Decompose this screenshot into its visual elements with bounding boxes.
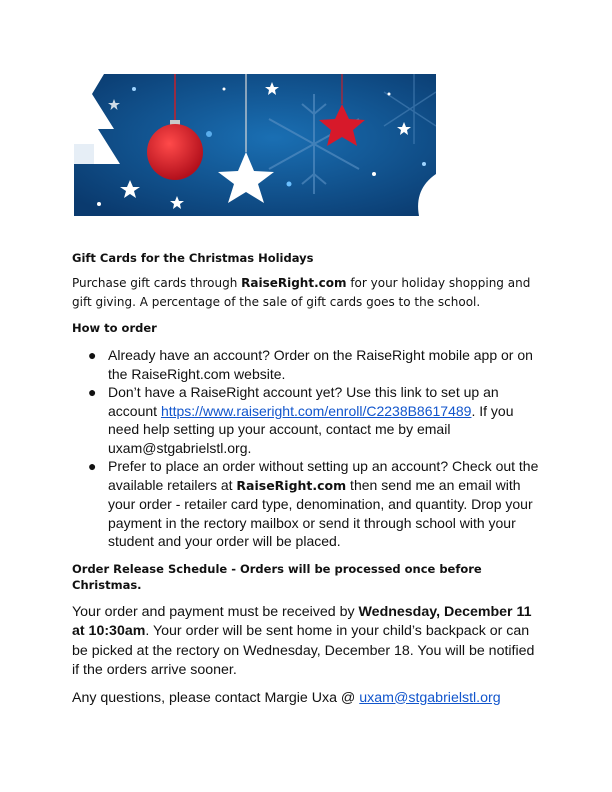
document-body [72,250,544,708]
list-item: ● Don’t have a RaiseRight account yet? Use this link to set up an account https://www.raiseright.com/enroll/C2238B8617489. If you need help setting up your account, contact me by email uxam@stgabrielstl.org. [88,384,514,456]
banner-illustration [74,74,436,216]
red-ornament-icon [147,124,203,180]
section-title-how-to-order: How to order [72,321,157,335]
section-title-order-schedule: Order Release Schedule - Orders will be processed once before Christmas. [72,561,482,592]
contact-email-link[interactable]: uxam@stgabrielstl.org [359,689,501,706]
order-instructions-list [72,346,544,551]
deadline-text: Wednesday, December 11 at 10:30am [72,603,532,639]
enroll-link[interactable]: https://www.raiseright.com/enroll/C2238B8617489 [160,402,472,419]
raiseright-brand: RaiseRight.com [236,477,347,493]
schedule-paragraph: Your order and payment must be received by Wednesday, December 11 at 10:30am. Your order will be sent home in your child’s backpack or can be picked at the rectory on Wednesday, December 18. You will be notified if the orders arrive sooner. [72,603,535,678]
list-item: ● Already have an account? Order on the RaiseRight mobile app or on the RaiseRight.com website. [88,347,533,382]
raiseright-brand: RaiseRight.com [241,276,347,290]
intro-paragraph: Purchase gift cards through RaiseRight.com for your holiday shopping and gift giving. A percentage of the sale of gift cards goes to the school. [72,276,531,309]
christmas-banner-image [74,74,436,216]
section-title-gift-cards: Gift Cards for the Christmas Holidays [72,251,314,265]
contact-paragraph: Any questions, please contact Margie Uxa @ uxam@stgabrielstl.org [72,689,501,706]
list-item: ● Prefer to place an order without setting up an account? Check out the available retailers at RaiseRight.com then send me an email with your order - retailer card type, denomination, and quantity. Drop your payment in the rectory mailbox or send it through school with your student and your order will be placed. [88,458,539,549]
